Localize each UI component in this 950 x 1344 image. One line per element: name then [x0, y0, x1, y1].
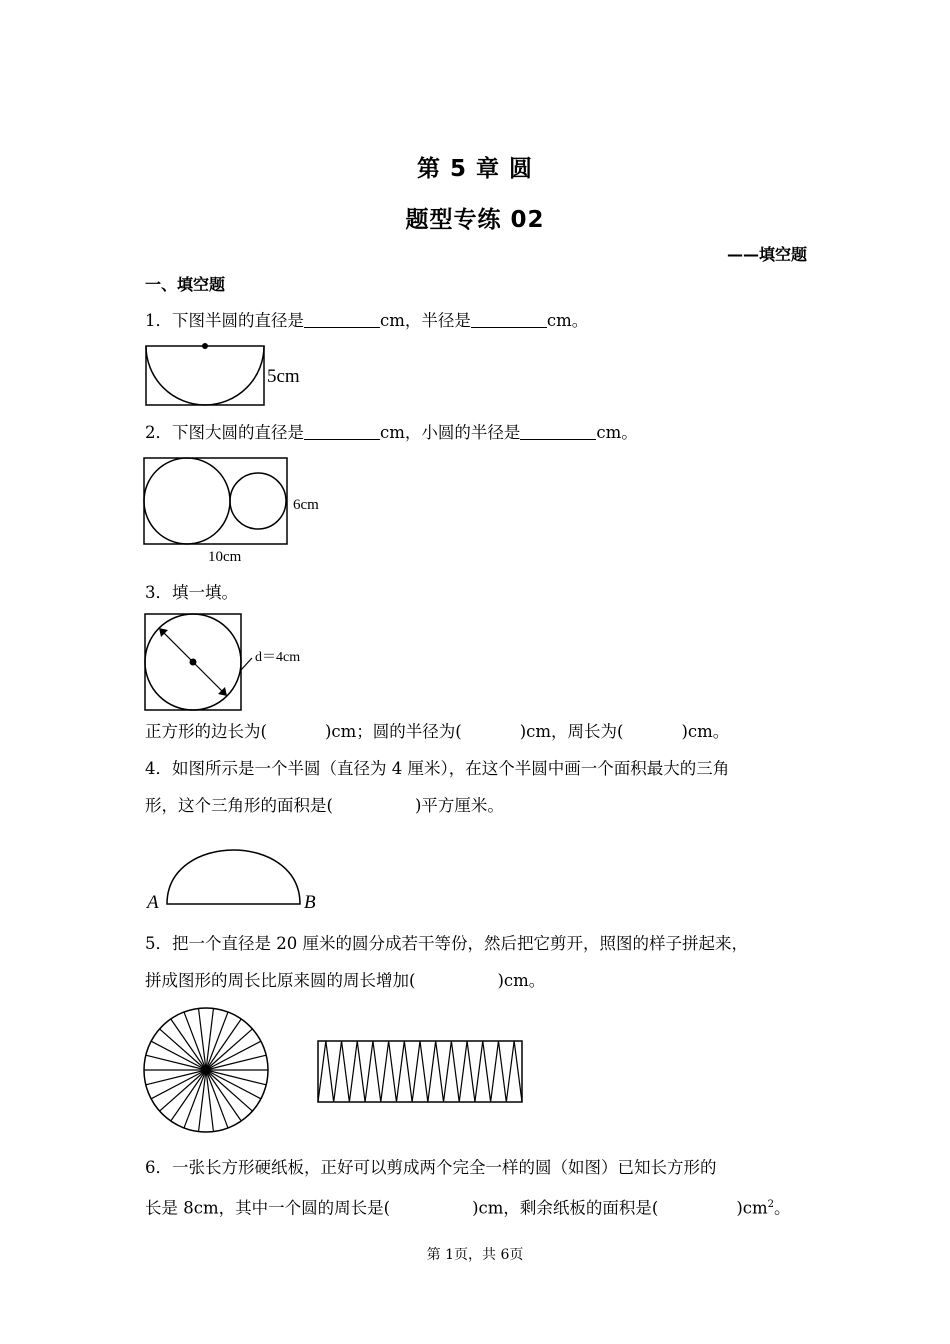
q3-label: d＝4cm — [255, 650, 301, 665]
q2-blank-small-radius[interactable] — [520, 421, 596, 440]
q2-rectangle — [144, 458, 287, 544]
q3-leader-line — [241, 658, 252, 670]
q6-text-2: )cm，剩余纸板的面积是( — [472, 1198, 659, 1218]
q6-text-4: 。 — [774, 1198, 791, 1218]
q3-answer-line — [145, 720, 729, 744]
chapter-title: 第 5 章 圆 — [416, 156, 534, 182]
q5-text-2: )cm。 — [497, 971, 546, 990]
q3-text-1: 正方形的边长为( — [145, 722, 267, 741]
q4-semicircle — [167, 850, 300, 904]
q1-text-3: cm。 — [546, 311, 589, 330]
page-footer: 第 1页，共 6页 — [426, 1247, 524, 1263]
q1-rectangle — [146, 346, 264, 405]
page-subtitle: 题型专练 02 — [405, 207, 545, 233]
q4-label-a: A — [147, 892, 159, 913]
q3-center-dot — [190, 659, 197, 666]
question-type-label: ——填空题 — [726, 245, 807, 264]
q5-text-1: 拼成图形的周长比原来圆的周长增加( — [145, 971, 416, 990]
q5-line-1: 5．把一个直径是 20 厘米的圆分成若干等份，然后把它剪开，照图的样子拼起来， — [145, 934, 748, 953]
q6-line-2 — [145, 1193, 791, 1221]
q3-stem: 3．填一填。 — [145, 583, 238, 602]
q2-text-2: cm，小圆的半径是 — [380, 423, 521, 442]
q5-figure — [140, 1005, 540, 1140]
q5-zigzag-sectors — [318, 1041, 522, 1102]
q3-text-3: )cm，周长为( — [519, 722, 624, 741]
q4-label-b: B — [304, 892, 316, 913]
q6-line-1: 6．一张长方形硬纸板，正好可以剪成两个完全一样的圆（如图）已知长方形的 — [145, 1158, 717, 1177]
q4-semicircle-figure — [140, 832, 340, 917]
q6-text-1: 长是 8cm，其中一个圆的周长是( — [145, 1198, 391, 1218]
q1-blank-radius[interactable] — [471, 309, 547, 328]
q4-line-1: 4．如图所示是一个半圆（直径为 4 厘米），在这个半圆中画一个面积最大的三角 — [145, 759, 730, 778]
question-1 — [145, 309, 588, 333]
q1-center-dot — [202, 343, 208, 349]
q1-text-2: cm，半径是 — [380, 311, 471, 330]
q3-text-4: )cm。 — [681, 722, 730, 741]
q2-label-width: 10cm — [208, 549, 242, 565]
q5-rearranged-rectangle — [318, 1041, 522, 1102]
q3-text-2: )cm；圆的半径为( — [324, 722, 462, 741]
q2-two-circles-figure — [140, 454, 340, 569]
q4-text-1: 形，这个三角形的面积是( — [145, 796, 333, 815]
q3-circle-in-square-figure — [140, 610, 330, 715]
q1-blank-diameter[interactable] — [304, 309, 380, 328]
q1-text-1: 1．下图半圆的直径是 — [145, 311, 304, 330]
q2-big-circle — [144, 458, 230, 544]
q2-text-3: cm。 — [596, 423, 638, 442]
q1-semicircle — [146, 346, 264, 405]
q4-line-2 — [145, 794, 504, 818]
q2-text-1: 2．下图大圆的直径是 — [145, 423, 304, 442]
section-title: 一、填空题 — [145, 275, 226, 294]
q6-superscript: 2 — [767, 1199, 775, 1210]
q6-text-3: )cm — [736, 1198, 768, 1218]
q2-label-height: 6cm — [293, 497, 319, 513]
q5-divided-circle — [144, 1008, 268, 1132]
q5-line-2 — [145, 969, 545, 993]
q2-small-circle — [230, 473, 286, 529]
question-2 — [145, 421, 638, 445]
q1-label: 5cm — [267, 366, 300, 387]
q1-semicircle-figure — [140, 340, 320, 410]
q4-text-2: )平方厘米。 — [414, 796, 504, 815]
q2-blank-big-diameter[interactable] — [304, 421, 380, 440]
